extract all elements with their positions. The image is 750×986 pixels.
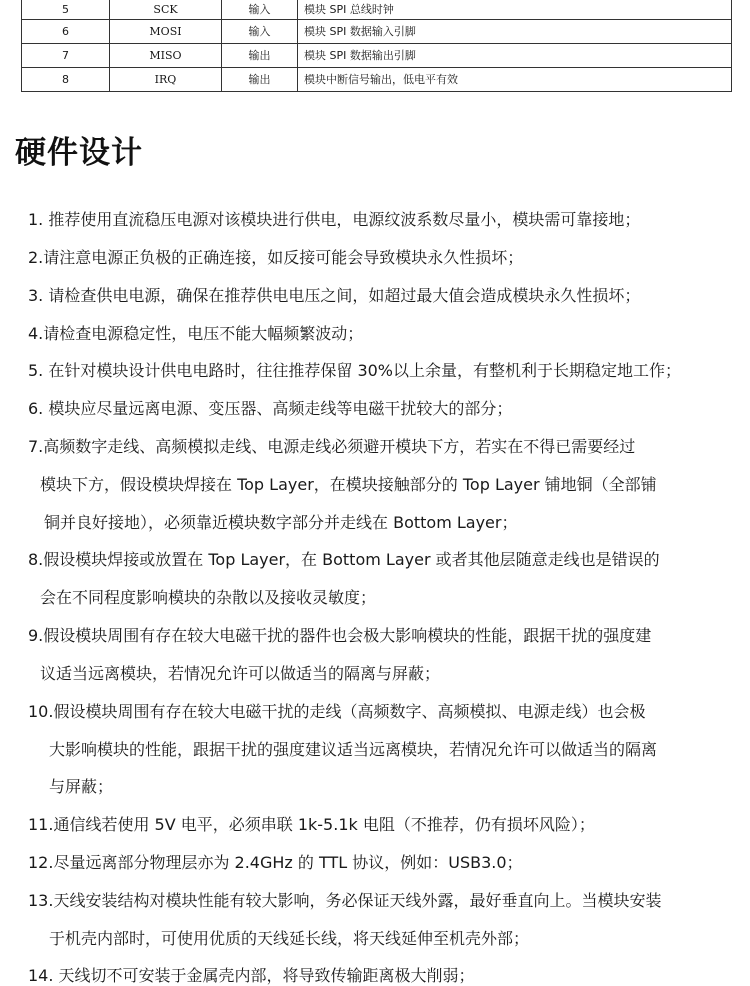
list-item: 11.通信线若使用 5V 电平，必须串联 1k-5.1k 电阻（不推荐，仍有损坏风险）； — [28, 815, 595, 834]
list-item: 1. 推荐使用直流稳压电源对该模块进行供电，电源纹波系数尽量小，模块需可靠接地； — [28, 210, 641, 229]
list-item: 6. 模块应尽量远离电源、变压器、高频走线等电磁干扰较大的部分； — [28, 399, 513, 418]
table-row — [22, 44, 732, 68]
pin-description: 模块 SPI 数据输入引脚 — [298, 20, 732, 44]
list-item-continuation: 大影响模块的性能，跟据干扰的强度建议适当远离模块，若情况允许可以做适当的隔离 — [49, 740, 658, 759]
table-row — [22, 20, 732, 44]
list-item-continuation: 议适当远离模块，若情况允许可以做适当的隔离与屏蔽； — [40, 664, 441, 683]
list-item: 8.假设模块焊接或放置在 Top Layer，在 Bottom Layer 或者其他层随意走线也是错误的 — [28, 550, 660, 569]
list-item: 2.请注意电源正负极的正确连接，如反接可能会导致模块永久性损坏； — [28, 248, 524, 267]
pin-number: 8 — [22, 68, 110, 92]
pin-description: 模块 SPI 数据输出引脚 — [298, 44, 732, 68]
table-row — [22, 0, 732, 20]
list-item: 13.天线安装结构对模块性能有较大影响，务必保证天线外露，最好垂直向上。当模块安装 — [28, 891, 662, 910]
pin-description: 模块 SPI 总线时钟 — [298, 0, 732, 20]
pin-number: 6 — [22, 20, 110, 44]
pin-number: 5 — [22, 0, 110, 20]
list-item: 5. 在针对模块设计供电电路时，往往推荐保留 30%以上余量，有整机利于长期稳定地工作； — [28, 361, 682, 380]
pin-table — [21, 0, 732, 92]
pin-direction: 输入 — [222, 20, 298, 44]
list-item-continuation: 于机壳内部时，可使用优质的天线延长线，将天线延伸至机壳外部； — [49, 929, 530, 948]
list-item-continuation: 会在不同程度影响模块的杂散以及接收灵敏度； — [40, 588, 377, 607]
pin-direction: 输出 — [222, 68, 298, 92]
list-item: 4.请检查电源稳定性，电压不能大幅频繁波动； — [28, 324, 364, 343]
pin-name: IRQ — [110, 68, 222, 92]
list-item: 10.假设模块周围有存在较大电磁干扰的走线（高频数字、高频模拟、电源走线）也会极 — [28, 702, 646, 721]
list-item-continuation: 铜并良好接地），必须靠近模块数字部分并走线在 Bottom Layer； — [44, 513, 518, 532]
list-item: 7.高频数字走线、高频模拟走线、电源走线必须避开模块下方，若实在不得已需要经过 — [28, 437, 636, 456]
list-item-continuation: 模块下方，假设模块焊接在 Top Layer，在模块接触部分的 Top Layer 铺地铜（全部铺 — [40, 475, 657, 494]
list-item: 14. 天线切不可安装于金属壳内部，将导致传输距离极大削弱； — [28, 966, 475, 985]
table-row — [22, 68, 732, 92]
pin-direction: 输出 — [222, 44, 298, 68]
pin-description: 模块中断信号输出，低电平有效 — [298, 68, 732, 92]
pin-name: SCK — [110, 0, 222, 20]
list-item-continuation: 与屏蔽； — [49, 777, 114, 796]
section-title: 硬件设计 — [15, 135, 143, 171]
pin-name: MOSI — [110, 20, 222, 44]
list-item: 3. 请检查供电电源，确保在推荐供电电压之间，如超过最大值会造成模块永久性损坏； — [28, 286, 641, 305]
list-item: 12.尽量远离部分物理层亦为 2.4GHz 的 TTL 协议，例如：USB3.0； — [28, 853, 523, 872]
pin-number: 7 — [22, 44, 110, 68]
list-item: 9.假设模块周围有存在较大电磁干扰的器件也会极大影响模块的性能，跟据干扰的强度建 — [28, 626, 652, 645]
pin-name: MISO — [110, 44, 222, 68]
pin-direction: 输入 — [222, 0, 298, 20]
